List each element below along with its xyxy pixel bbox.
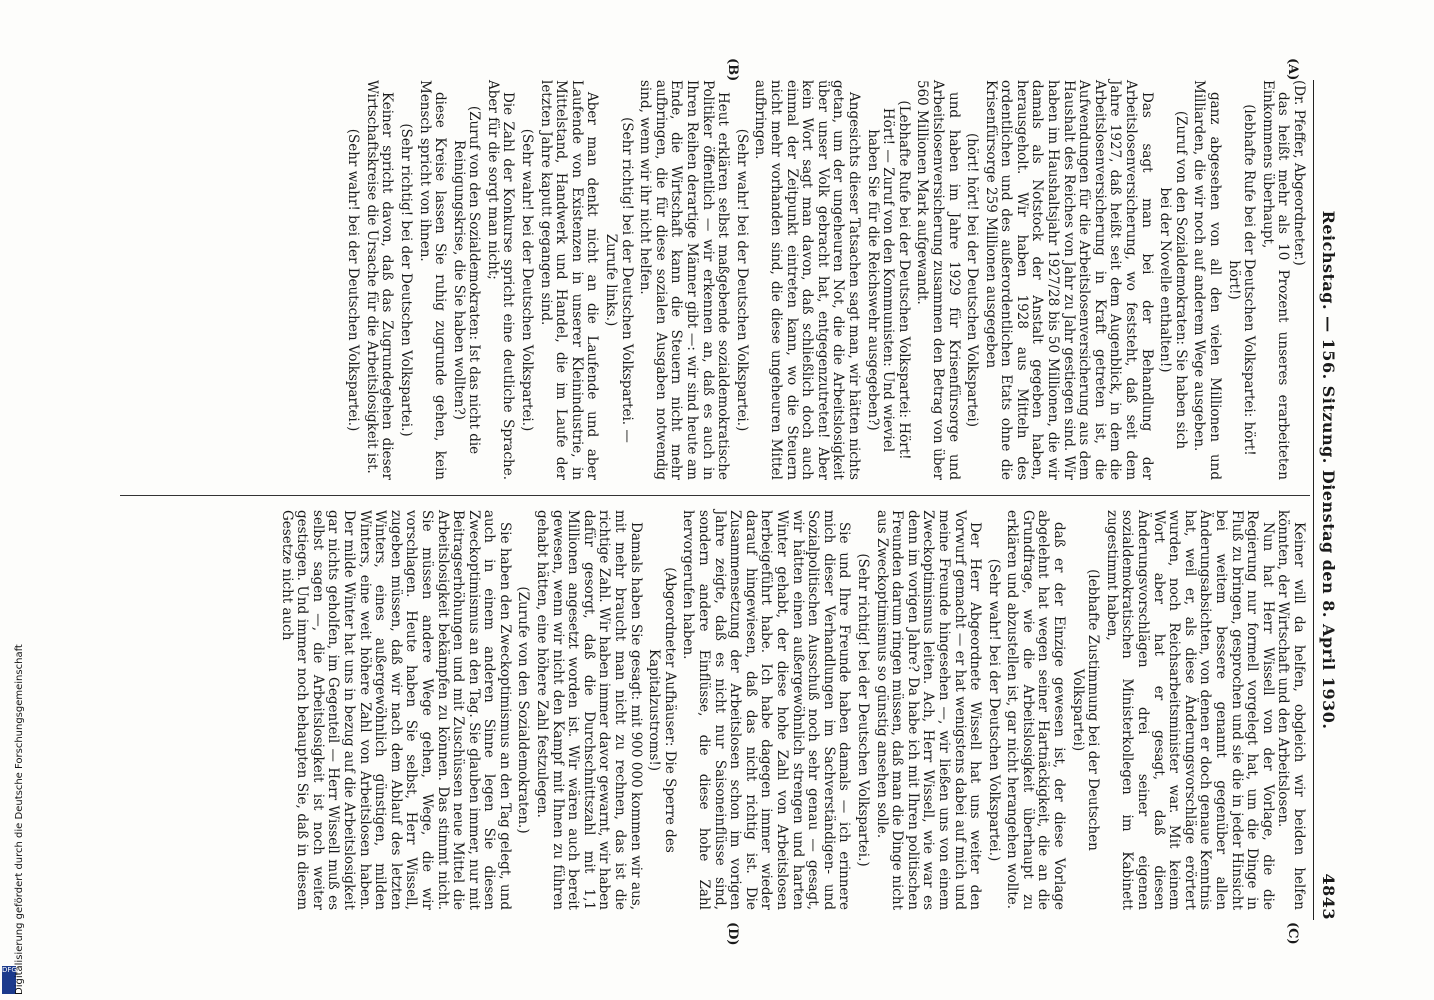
interjection: (hört! hört! bei der Deutschen Volkspartei) — [964, 132, 981, 427]
page-title: Reichstag. — 156. Sitzung. Dienstag den 8. April 1930. — [1319, 210, 1338, 730]
paragraph: Damals haben Sie gesagt: mit 900 000 kommen wir aus, mit mehr braucht man nicht zu rechnen, das ist die richtige Zahl. Wir haben immer davor gewarnt, wir haben dafür gesorgt, daß die Durchschnittszahl mit 1,1 Millionen angesetzt worden ist. Wir wären auch bereit gewesen, wenn wir nicht den Kampf mit Ihnen zu führen gehabt hätten, eine höhere Zahl festzulegen. — [534, 510, 644, 910]
paragraph: und haben im Jahre 1929 für Krisenfürsorge und Arbeitslosenversicherung zusammen den Betrag von über 560 Millionen Mark aufgewandt. — [914, 80, 962, 480]
paragraph: Sie haben den Zweckoptimismus an den Tag gelegt, und auch in einem anderen Sinne legen Sie diesen Zweckoptimismus an den Tag. Sie glauben immer, nur mit Beitragserhöhungen und mit Zuschüssen neue Mittel die Arbeitslosigkeit bekämpfen zu können. Das stimmt nicht. Sie müssen andere Wege gehen, Wege, die wir vorschlagen. Heute haben Sie selbst, Herr Wissell, zugeben müssen, daß wir nach dem Ablauf des letzten Winters, eines außergewöhnlich günstigen, milden Winters, eine weit höhere Zahl von Arbeitslosen haben. Der milde Winter hat uns in bezug auf die Arbeitslosigkeit gar nichts geholfen, im Gegenteil — Herr Wissell muß es selbst sagen —, die Arbeitslosigkeit ist noch weiter gestiegen. Und immer noch behaupten Sie, daß in diesem Gesetze nicht auch — [278, 510, 513, 910]
page-header — [1313, 80, 1340, 920]
digitization-credit: Digitalisierung gefördert durch die Deutsche Forschungsgemeinschaft — [14, 644, 25, 995]
paragraph: diese Kreise lassen Sie ruhig zugrunde gehen, kein Mensch spricht von ihnen. — [416, 80, 449, 480]
interjection: (Zuruf von den Sozialdemokraten: Ist das nicht die Reinigungskrise, die Sie haben wollten?) — [450, 105, 483, 455]
interjection: (Abgeordneter Aufhäuser: Die Sperre des Kapitalzustroms!) — [646, 567, 678, 853]
paragraph: Das sagt man bei der Behandlung der Arbeitslosenversicherung, wo feststeht, daß seit dem Jahre 1927, daß heißt seit dem Augenblick, in dem die Arbeitslosenversicherung in Kraft getreten ist, die Aufwendungen für die Arbeitslosenversicherung aus dem Haushalt des Reiches von Jahr zu Jahr gestiegen sind. Wir haben im Haushaltsjahr 1927/28 bis 50 Millionen, die wir damals als Notstock der Anstalt gegeben haben, herausgeholt. Wir haben 1928 aus Mitteln des ordentlichen und des außerordentlichen Etats ohne die Krisenfürsorge 259 Millionen ausgegeben — [982, 80, 1155, 480]
paragraph: das heißt mehr als 10 Prozent unseres erarbeiteten Einkommens überhaupt, — [1259, 80, 1292, 480]
rotated-page-content — [120, 58, 1340, 946]
paragraph: daß er der Einzige gewesen ist, der diese Vorlage abgelehnt hat wegen seiner Hartnäckigkeit, die an die Grundfrage, wie die Arbeitslosigkeit überhaupt zu erklären und abzustellen ist, gar nicht herangehen wollte. — [1004, 510, 1068, 910]
interjection: (lebhafte Rufe bei der Deutschen Volkspartei: hört! hört!) — [1225, 104, 1258, 456]
interjection: (Sehr richtig! bei der Deutschen Volkspartei. — Zurufe links.) — [603, 117, 635, 443]
paragraph: ganz abgesehen von all den vielen Millionen und Milliarden, die wir noch auf anderem Wege ausgeben. — [1191, 80, 1224, 480]
margin-marker-c: (C) — [1285, 922, 1300, 945]
paragraph: Angesichts dieser Tatsachen sagt man, wir hätten nichts getan, um der ungeheuren Not, die die Arbeitslosigkeit über unser Volk gebracht hat, entgegenzutreten! Aber kein Wort sagt man davon, daß schließlich doch auch einmal der Zeitpunkt eintreten kann, wo die Steuern nicht mehr vorhanden sind, die diese ungeheuren Mittel aufbringen. — [752, 80, 862, 480]
paragraph: Keiner spricht davon, daß das Zugrundegehen dieser Wirtschaftskreise die Ursache für die Arbeitslosigkeit ist. — [363, 80, 396, 480]
margin-marker-a: (A) — [1285, 58, 1300, 81]
paragraph: Nun hat Herr Wissell von der Vorlage, die die Regierung nur formell vorgelegt hat, um die Dinge in Fluß zu bringen, gesprochen und sie die in jeder Hinsicht bei weitem bessere genannt gegenüber allen Änderungsabsichten, von denen er doch genaue Kenntnis hat, weil er, als diese Änderungsvorschläge erörtert wurden, noch Reichsarbeitsminister war. Mit keinem Wort aber hat er gesagt, daß diesen Änderungsvorschlägen drei seiner eigenen sozialdemokratischen Ministerkollegen im Kabinett zugestimmt haben, — [1103, 510, 1276, 910]
interjection: (lebhafte Zustimmung bei der Deutschen Volkspartei) — [1069, 569, 1102, 851]
interjection: (Zuruf von den Sozialdemokraten: Sie haben sich bei der Novelle enthalten!) — [1157, 110, 1189, 450]
speaker-line: (Dr. Pfeffer, Abgeordneter.) — [1291, 80, 1307, 266]
interjection: (Lebhafte Rufe bei der Deutschen Volkspartei: Hört! Hört! — Zuruf von den Kommunisten: Und wieviel haben Sie für die Reichswehr ausgegeben?) — [864, 100, 912, 460]
paragraph: Aber man denkt nicht an die Laufende und aber Laufende von Existenzen in unserer Kleinindustrie, in Mittelstand, Handwerk und Handel, die im Laufe der letzten Jahre kaputt gegangen sind. — [537, 80, 601, 480]
paragraph: Sie und Ihre Freunde haben damals — ich erinnere mich dieser Verhandlungen im Sachverständigen- und Sozialpolitischen Ausschuß noch sehr genau — gesagt, wir hätten einen außergewöhnlich strengen und harten Winter gehabt, der diese hohe Zahl von Arbeitslosen herbeigeführt habe. Ich habe dagegen immer wieder darauf hingewiesen, daß das nicht richtig ist. Die Zusammensetzung der Arbeitslosen schon im vorigen Jahre zeigte, daß es nicht nur Saisoneinflüsse sind, sondern andere Einflüsse, die diese hohe Zahl hervorgerufen haben. — [680, 510, 853, 910]
interjection: (Sehr richtig! bei der Deutschen Volkspartei.) — [854, 553, 871, 867]
left-column — [342, 80, 1306, 480]
interjection: (Sehr wahr! bei der Deutschen Volkspartei.) — [733, 128, 750, 432]
paragraph: Die Zahl der Konkurse spricht eine deutliche Sprache. Aber für die sorgt man nicht; — [484, 80, 517, 480]
interjection: (Sehr richtig! bei der Deutschen Volkspartei.) — [397, 123, 414, 437]
interjection: (Sehr wahr! bei der Deutschen Volkspartei.) — [345, 128, 362, 432]
interjection: (Zurufe von den Sozialdemokraten.) — [515, 586, 532, 834]
interjection: (Sehr wahr! bei der Deutschen Volkspartei.) — [519, 128, 536, 432]
right-column — [278, 510, 1306, 910]
paragraph: Heut erklären selbst maßgebende sozialdemokratische Politiker öffentlich — wir erkennen an, daß es auch in Ihren Reihen derartige Männer gibt —: wir sind heute am Ende, die Wirtschaft kann die Steuern nicht mehr aufbringen, die für diese sozialen Ausgaben notwendig sind, wenn wir ihr nicht helfen. — [637, 80, 732, 480]
column-divider — [120, 495, 1310, 496]
paragraph: Der Herr Abgeordnete Wissell hat uns weiter den Vorwurf gemacht — er hat wenigstens dabei auf mich und meine Freunde hingesehen —, wir ließen uns von einem Zweckoptimismus leiten. Ach, Herr Wissell, wie war es denn im vorigen Jahre? Da habe ich mit Ihren politischen Freunden darum ringen müssen, daß man die Dinge nicht aus Zweckoptimismus so günstig ansehen solle. — [873, 510, 984, 910]
paragraph: Keiner will da helfen, obgleich wir beiden helfen könnten, der Wirtschaft und den Arbeitslosen. — [1275, 510, 1307, 910]
page-number: 4843 — [1319, 873, 1338, 920]
dfg-logo-icon: DFG — [2, 966, 16, 994]
margin-marker-b: (B) — [725, 58, 740, 82]
margin-marker-d: (D) — [725, 922, 740, 946]
interjection: (Sehr wahr! bei der Deutschen Volkspartei.) — [985, 558, 1002, 862]
